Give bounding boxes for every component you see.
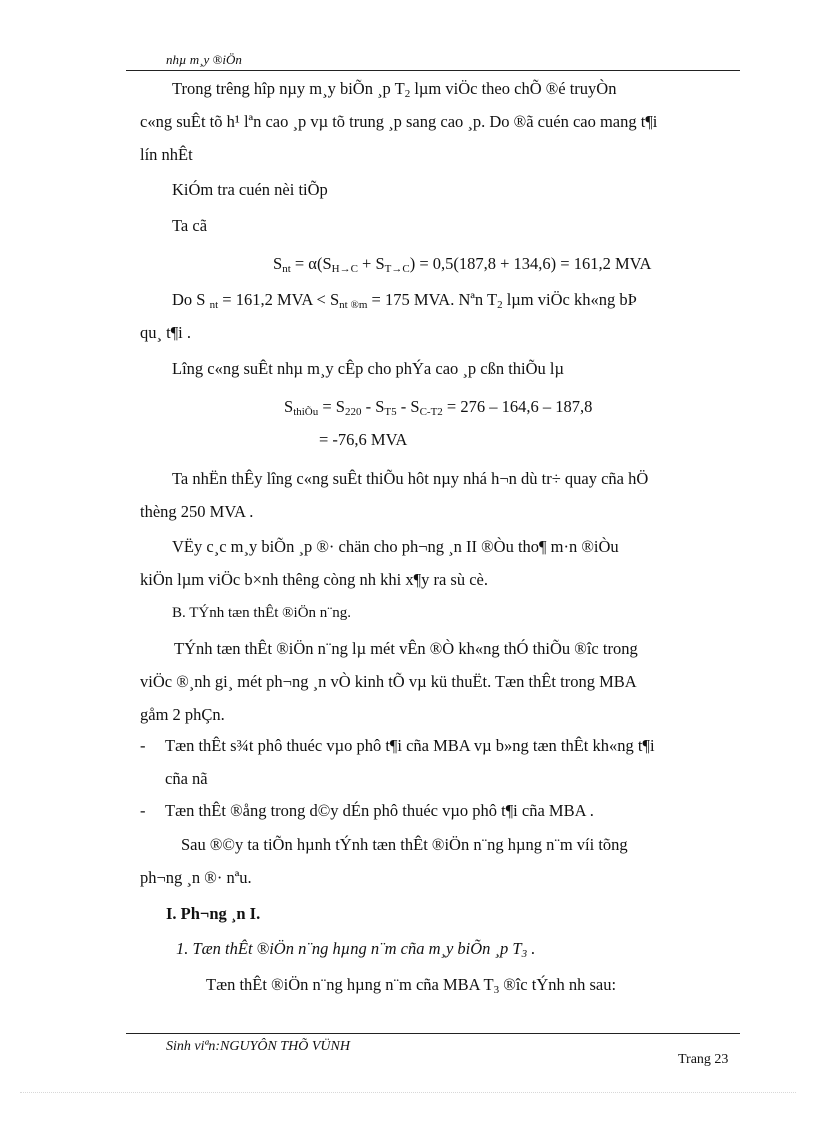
footer-rule — [126, 1033, 740, 1034]
bullet-1-line-2: cña nã — [165, 769, 208, 788]
paragraph-1-line-3: lín nhÊt — [140, 145, 193, 164]
subsection-1-heading: 1. Tæn thÊt ®iÖn n¨ng hµng n¨m cña m¸y biÕn ¸p $T_3$ . — [176, 939, 536, 960]
paragraph-4-line-2: qu¸ t¶i . — [140, 323, 192, 342]
section-b-heading: B. TÝnh tæn thÊt ®iÖn n¨ng. — [172, 605, 352, 621]
header-rule — [126, 70, 740, 71]
paragraph-2: KiÓm tra cuén nèi tiÕp — [172, 180, 328, 199]
paragraph-7-line-2: kiÖn lµm viÖc b×nh thêng còng nh khi x¶y ra sù cè. — [140, 570, 488, 589]
paragraph-10: Tæn thÊt ®iÖn n¨ng hµng n¨m cña MBA $T_3$ ®îc tÝnh nh sau: — [206, 975, 617, 996]
paragraph-1-line-2: c«ng suÊt tõ h¹ lªn cao ¸p vµ tõ trung ¸p sang cao ¸p. Do ®ã cuén cao mang t¶i — [140, 112, 658, 131]
paragraph-4-line-1: Do S $_{nt}$ = 161,2 MVA < $S_{nt ®m} = 175$ MVA. Nªn $T_2$ lµm viÖc kh«ng bÞ — [172, 290, 637, 311]
paragraph-6-line-2: thèng 250 MVA . — [140, 502, 254, 521]
paragraph-8-line-3: gåm 2 phÇn. — [140, 705, 225, 724]
equation-sthieu: $S_{thiÕu} = S_{220} - S_{T5} - S_{C-T2} = 276 - 164,6 - 187,8$ — [284, 397, 593, 418]
page-header: nhµ m¸y ®iÖn — [166, 52, 242, 67]
page-bottom-border — [20, 1092, 796, 1093]
paragraph-5: Lîng c«ng suÊt nhµ m¸y cÊp cho phÝa cao ¸p cßn thiÕu lµ — [172, 359, 565, 378]
page-number: Trang 23 — [678, 1052, 729, 1067]
section-i-heading: I. Ph¬ng ¸n I. — [166, 904, 261, 923]
footer-student: Sinh viªn:NGUYÔN THÕ VÜNH — [166, 1039, 350, 1054]
equation-snt: $S_{nt} = \alpha(S_{H\to C} + S_{T\to C}) = 0,5(187,8 + 134,6) = 161,2$ MVA — [273, 254, 652, 275]
paragraph-8-line-2: viÖc ®¸nh gi¸ mét ph¬ng ¸n vÒ kinh tÕ vµ kü thuËt. Tæn thÊt trong MBA — [140, 672, 637, 691]
paragraph-7-line-1: VËy c¸c m¸y biÕn ¸p ®· chän cho ph¬ng ¸n II ®Òu tho¶ m·n ®iÒu — [172, 537, 619, 556]
paragraph-9-line-1: Sau ®©y ta tiÕn hµnh tÝnh tæn thÊt ®iÖn n¨ng hµng n¨m víi tõng — [181, 835, 628, 854]
bullet-2: Tæn thÊt ®ång trong d©y dÉn phô thuéc vµo phô t¶i cña MBA . — [165, 801, 594, 820]
equation-sthieu-result: = -76,6 MVA — [319, 430, 408, 449]
paragraph-9-line-2: ph¬ng ¸n ®· nªu. — [140, 868, 252, 887]
bullet-dash-1: - — [140, 736, 146, 755]
bullet-1-line-1: Tæn thÊt s¾t phô thuéc vµo phô t¶i cña MBA vµ b»ng tæn thÊt kh«ng t¶i — [165, 736, 655, 755]
paragraph-3: Ta cã — [172, 216, 208, 235]
paragraph-1-line-1: Trong trêng hîp nµy m¸y biÕn ¸p $T_2$ lµm viÖc theo chÕ ®é truyÒn — [172, 79, 617, 100]
paragraph-8-line-1: TÝnh tæn thÊt ®iÖn n¨ng lµ mét vÊn ®Ò kh«ng thÓ thiÕu ®îc trong — [174, 639, 638, 658]
paragraph-6-line-1: Ta nhËn thÊy lîng c«ng suÊt thiÕu hôt nµy nhá h¬n dù tr÷ quay cña hÖ — [172, 469, 649, 488]
bullet-dash-2: - — [140, 801, 146, 820]
